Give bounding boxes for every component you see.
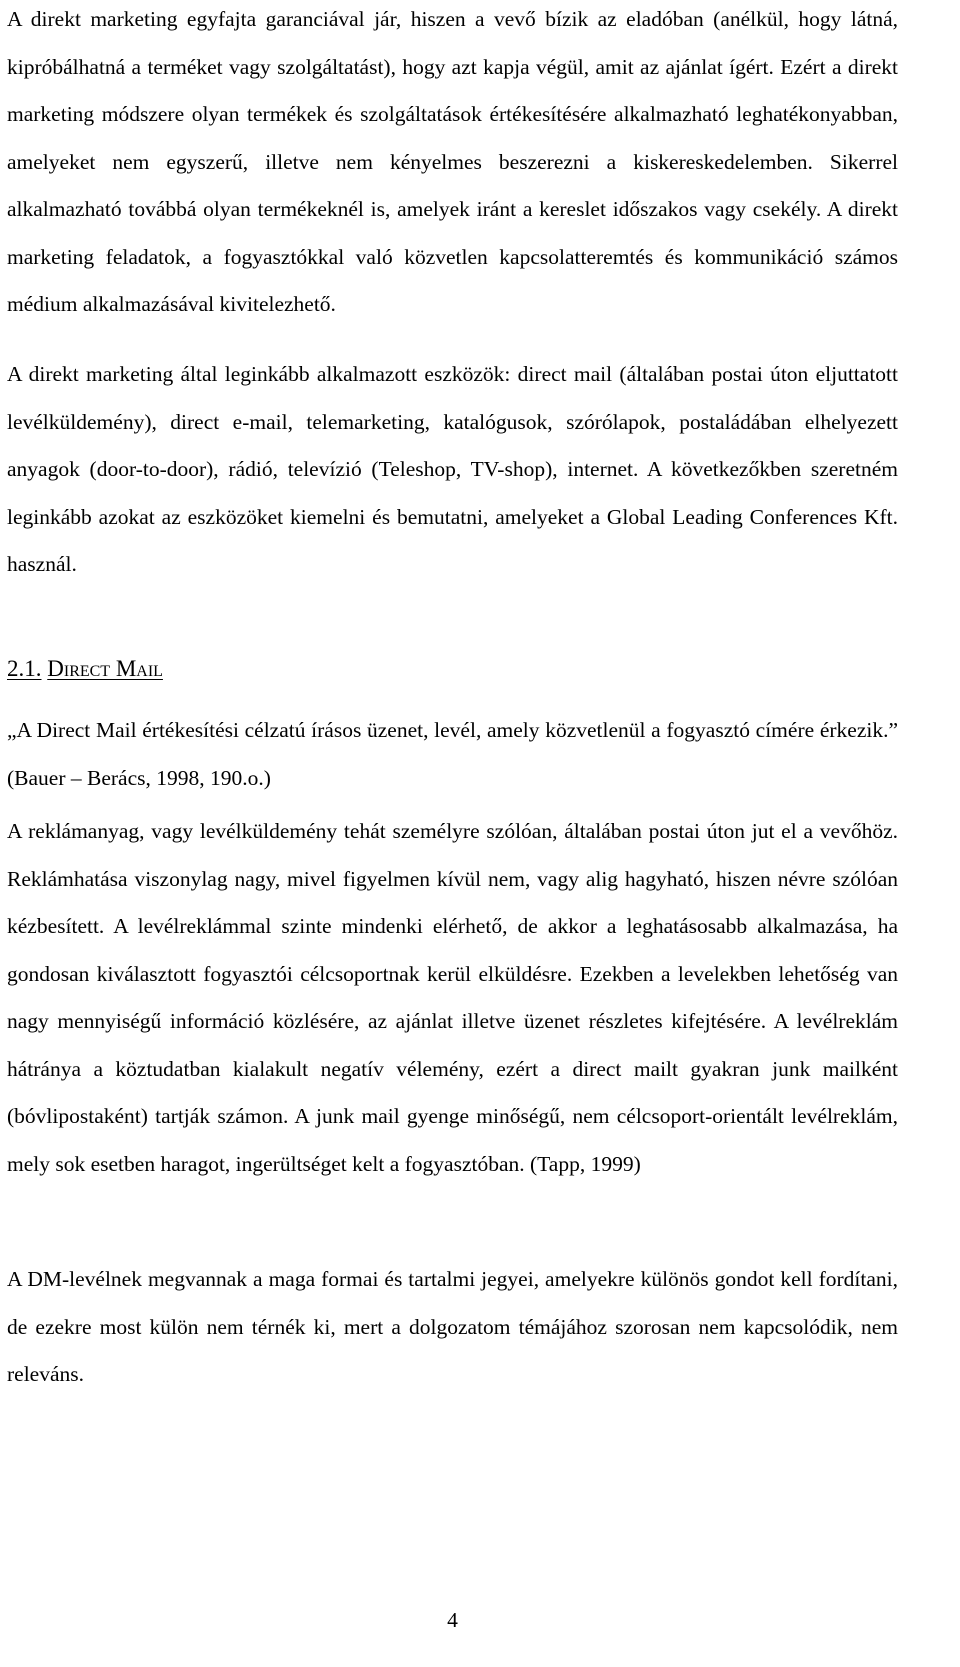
section-heading [7, 651, 898, 687]
page-number: 4 [447, 1608, 458, 1632]
section-title: Direct Mail [47, 656, 163, 681]
body-paragraph: A DM-levélnek megvannak a maga formai és tartalmi jegyei, amelyekre különös gondot kell fordítani, de ezekre most külön nem térnék ki, mert a dolgozatom témájához szorosan nem kapcsolódik, nem releváns. [7, 1267, 898, 1386]
body-paragraph: A reklámanyag, vagy levélküldemény tehát személyre szólóan, általában postai úton jut el a vevőhöz. Reklámhatása viszonylag nagy, mivel figyelmen kívül nem, vagy alig hagyható, hiszen névre szólóan kézbesített. A levélreklámmal szinte mindenki elérhető, de akkor a leghatásosabb alkalmazása, ha gondosan kiválasztott fogyasztói célcsoportnak kerül elküldésre. Ezekben a levelekben lehetőség van nagy mennyiségű információ közlésére, az ajánlat illetve üzenet részletes kifejtésére. A levélreklám hátránya a köztudatban kialakult negatív vélemény, ezért a direct mailt gyakran junk mailként (bóvlipostaként) tartják számon. A junk mail gyenge minőségű, nem célcsoport-orientált levélreklám, mely sok esetben haragot, ingerültséget kelt a fogyasztóban. (Tapp, 1999) [7, 819, 898, 1176]
body-paragraph: A direkt marketing által leginkább alkalmazott eszközök: direct mail (általában postai úton eljuttatott levélküldemény), direct e-mail, telemarketing, katalógusok, szórólapok, postaládában elhelyezett anyagok (door-to-door), rádió, televízió (Teleshop, TV-shop), internet. A következőkben szeretném leginkább azokat az eszközöket kiemelni és bemutatni, amelyeket a Global Leading Conferences Kft. használ. [7, 362, 898, 576]
body-paragraph: A direkt marketing egyfajta garanciával jár, hiszen a vevő bízik az eladóban (anélkül, hogy látná, kipróbálhatná a terméket vagy szolgáltatást), hogy azt kapja végül, amit az ajánlat ígért. Ezért a direkt marketing módszere olyan termékek és szolgáltatások értékesítésére alkalmazható leghatékonyabban, amelyeket nem egyszerű, illetve nem kényelmes beszerezni a kiskereskedelemben. Sikerrel alkalmazható továbbá olyan termékeknél is, amelyek iránt a kereslet időszakos vagy csekély. A direkt marketing feladatok, a fogyasztókkal való közvetlen kapcsolatteremtés és kommunikáció számos médium alkalmazásával kivitelezhető. [7, 7, 898, 316]
section-number: 2.1. [7, 656, 42, 681]
quote-paragraph: „A Direct Mail értékesítési célzatú írásos üzenet, levél, amely közvetlenül a fogyasztó címére érkezik.” (Bauer – Berács, 1998, 190.o.) [7, 718, 898, 790]
